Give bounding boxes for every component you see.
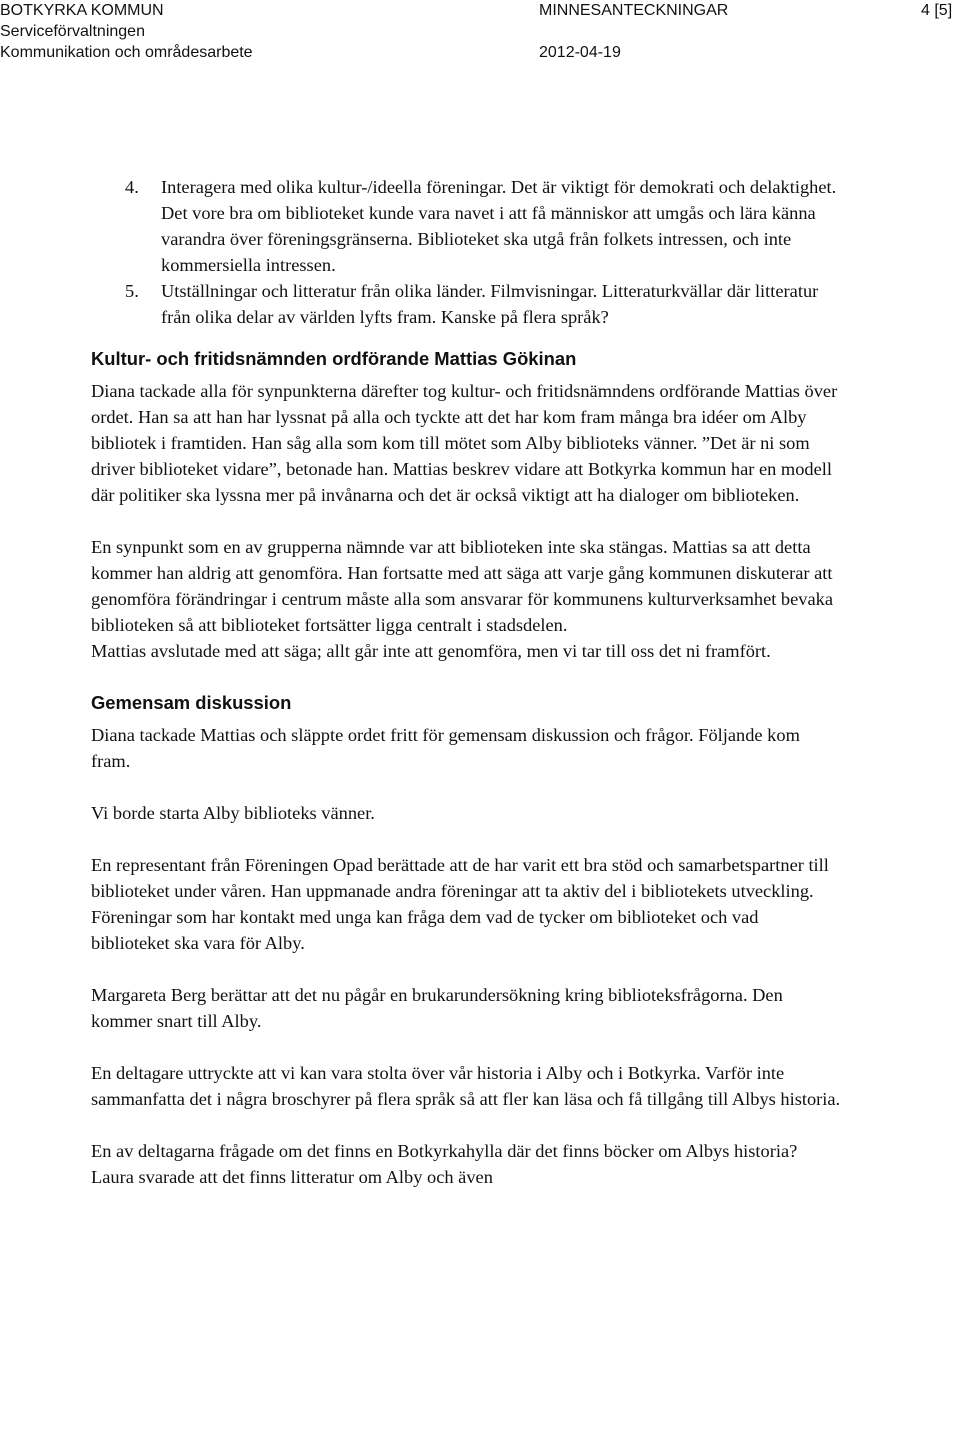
unit-name: Kommunikation och områdesarbete: [0, 44, 253, 61]
department-name: Serviceförvaltningen: [0, 23, 145, 40]
list-item: [91, 278, 841, 330]
paragraph: Diana tackade alla för synpunkterna därefter tog kultur- och fritidsnämndens ordförande Mattias över ordet. Han sa att han har lyssnat på alla och tyckte att det har kom fram många bra idéer om Alby bibliotek i framtiden. Han såg alla som kom till mötet som Alby biblioteks vänner. ”Det är ni som driver biblioteket vidare”, betonade han. Mattias beskrev vidare att Botkyrka kommun har en modell där politiker ska lyssna mer på invånarna och det är också viktigt att ha dialoger om biblioteken.: [91, 381, 838, 505]
document-body: [91, 174, 841, 1216]
header-right: [921, 0, 952, 21]
paragraph: Mattias avslutade med att säga; allt går inte att genomföra, men vi tar till oss det ni framfört.: [91, 641, 771, 661]
paragraph: Vi borde starta Alby biblioteks vänner.: [91, 803, 375, 823]
section-heading-kultur: Kultur- och fritidsnämnden ordförande Mattias Gökinan: [91, 348, 577, 369]
list-number: 5.: [125, 281, 139, 301]
paragraph: En av deltagarna frågade om det finns en Botkyrkahylla där det finns böcker om Albys historia? Laura svarade att det finns litteratur om Alby och även: [91, 1141, 798, 1187]
document-type: MINNESANTECKNINGAR: [539, 2, 729, 19]
page-number: 4 [5]: [921, 2, 953, 19]
list-number: 4.: [125, 177, 139, 197]
header-spacer: [539, 21, 728, 42]
list-text: Utställningar och litteratur från olika länder. Filmvisningar. Litteraturkvällar där litteratur från olika delar av världen lyfts fram. Kanske på flera språk?: [161, 281, 819, 327]
paragraph: Diana tackade Mattias och släppte ordet fritt för gemensam diskussion och frågor. Följande kom fram.: [91, 725, 800, 771]
header-left: [0, 0, 253, 63]
list-item: [91, 174, 841, 278]
header-middle: [539, 0, 728, 63]
list-text: Interagera med olika kultur-/ideella föreningar. Det är viktigt för demokrati och delaktighet. Det vore bra om biblioteket kunde vara navet i att få människor att umgås och lära känna varandra över föreningsgränserna. Biblioteket ska utgå från folkets intressen, och inte kommersiella intressen.: [161, 177, 837, 275]
paragraph: Margareta Berg berättar att det nu pågår en brukarundersökning kring biblioteksfrågorna. Den kommer snart till Alby.: [91, 985, 783, 1031]
paragraph: En representant från Föreningen Opad berättade att de har varit ett bra stöd och samarbetspartner till biblioteket under våren. Han uppmanade andra föreningar att ta aktiv del i bibliotekets utveckling. Föreningar som har kontakt med unga kan fråga dem vad de tycker om biblioteket och vad biblioteket ska vara för Alby.: [91, 855, 829, 953]
paragraph: En deltagare uttryckte att vi kan vara stolta över vår historia i Alby och i Botkyrka. Varför inte sammanfatta det i några broschyrer på flera språk så att fler kan läsa och få tillgång till Albys historia.: [91, 1063, 841, 1109]
section-heading-diskussion: Gemensam diskussion: [91, 692, 292, 713]
org-name: BOTKYRKA KOMMUN: [0, 2, 164, 19]
page-header: [0, 0, 960, 66]
document-date: 2012-04-19: [539, 44, 621, 61]
paragraph: En synpunkt som en av grupperna nämnde var att biblioteken inte ska stängas. Mattias sa att detta kommer han aldrig att genomföra. Han fortsatte med att säga att varje gång kommunen diskuterar att genomföra förändringar i centrum måste alla som ansvarar för kommunens kulturverksamhet bevaka biblioteken så att biblioteket fortsätter ligga centralt i stadsdelen.: [91, 537, 834, 635]
numbered-list: [91, 174, 841, 330]
